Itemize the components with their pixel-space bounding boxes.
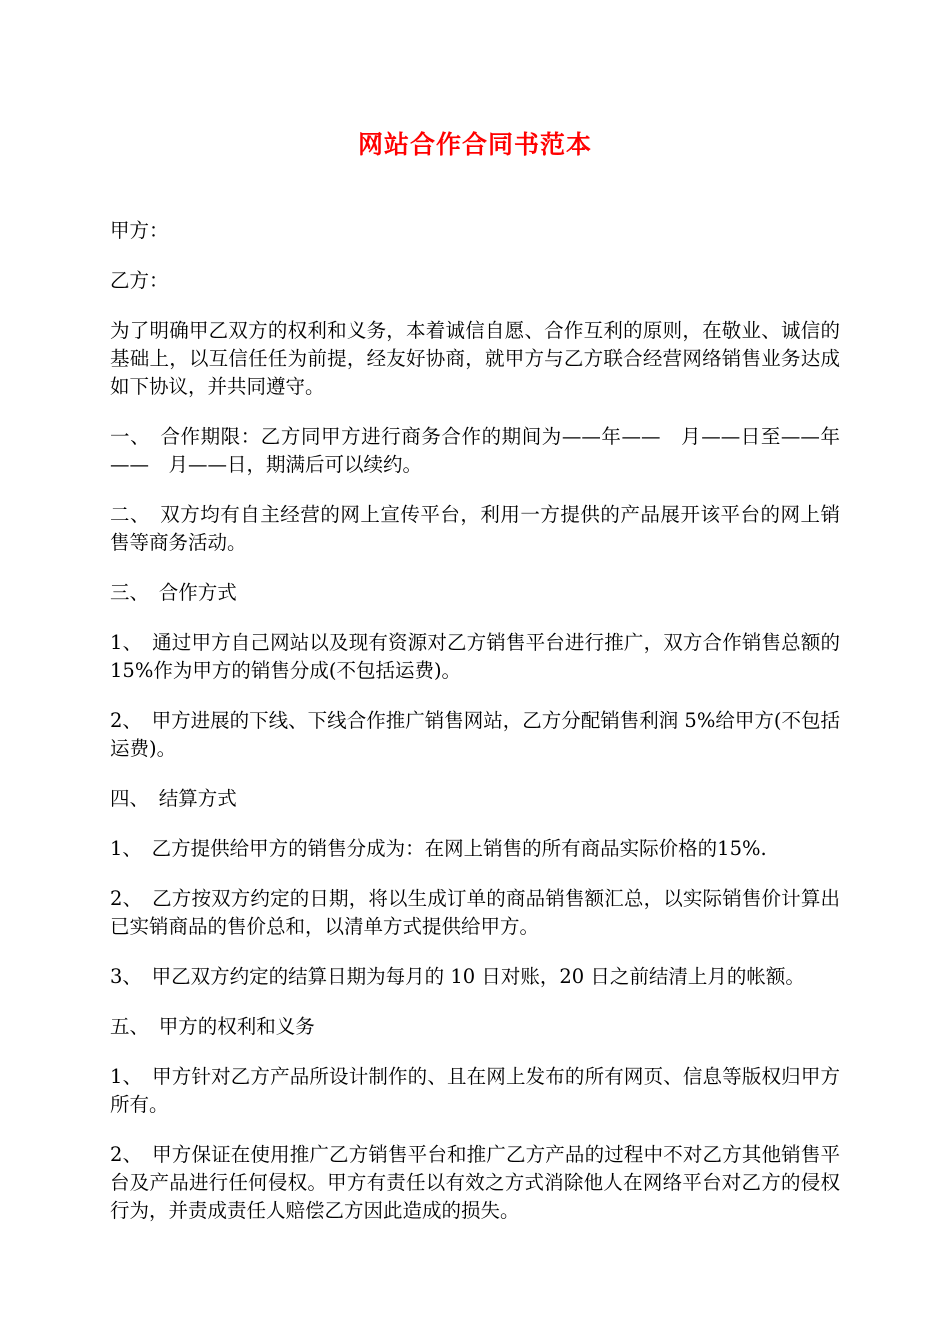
paragraph-section-1: 一、 合作期限：乙方同甲方进行商务合作的期间为——年—— 月——日至——年—— 月——日，期满后可以续约。 <box>110 425 840 476</box>
paragraph-section-4-item-2: 2、 乙方按双方约定的日期，将以生成订单的商品销售额汇总，以实际销售价计算出已实销商品的售价总和，以清单方式提供给甲方。 <box>110 887 840 938</box>
paragraph-section-4-item-3: 3、 甲乙双方约定的结算日期为每月的 10 日对账，20 日之前结清上月的帐额。 <box>110 965 805 988</box>
paragraph-section-3-item-2: 2、 甲方进展的下线、下线合作推广销售网站，乙方分配销售利润 5%给甲方(不包括运费)。 <box>110 709 840 760</box>
paragraph-section-2: 二、 双方均有自主经营的网上宣传平台，利用一方提供的产品展开该平台的网上销售等商务活动。 <box>110 503 840 554</box>
heading-section-5: 五、 甲方的权利和义务 <box>110 1015 315 1038</box>
heading-section-4: 四、 结算方式 <box>110 787 237 810</box>
document-title: 网站合作合同书范本 <box>357 130 592 159</box>
paragraph-party-b: 乙方： <box>110 269 169 292</box>
document-body <box>110 217 840 1247</box>
paragraph-section-5-item-2: 2、 甲方保证在使用推广乙方销售平台和推广乙方产品的过程中不对乙方其他销售平台及产品进行任何侵权。甲方有责任以有效之方式消除他人在网络平台对乙方的侵权行为，并责成责任人赔偿乙方因此造成的损失。 <box>110 1143 840 1222</box>
paragraph-party-a: 甲方： <box>110 219 169 242</box>
paragraph-section-5-item-1: 1、 甲方针对乙方产品所设计制作的、且在网上发布的所有网页、信息等版权归甲方所有。 <box>110 1065 840 1116</box>
paragraph-preamble: 为了明确甲乙双方的权利和义务，本着诚信自愿、合作互利的原则，在敬业、诚信的基础上，以互信任任为前提，经友好协商，就甲方与乙方联合经营网络销售业务达成如下协议，并共同遵守。 <box>110 319 840 398</box>
heading-section-3: 三、 合作方式 <box>110 581 237 604</box>
paragraph-section-4-item-1: 1、 乙方提供给甲方的销售分成为：在网上销售的所有商品实际价格的15%. <box>110 837 767 860</box>
paragraph-section-3-item-1: 1、 通过甲方自己网站以及现有资源对乙方销售平台进行推广，双方合作销售总额的15%作为甲方的销售分成(不包括运费)。 <box>110 631 840 682</box>
